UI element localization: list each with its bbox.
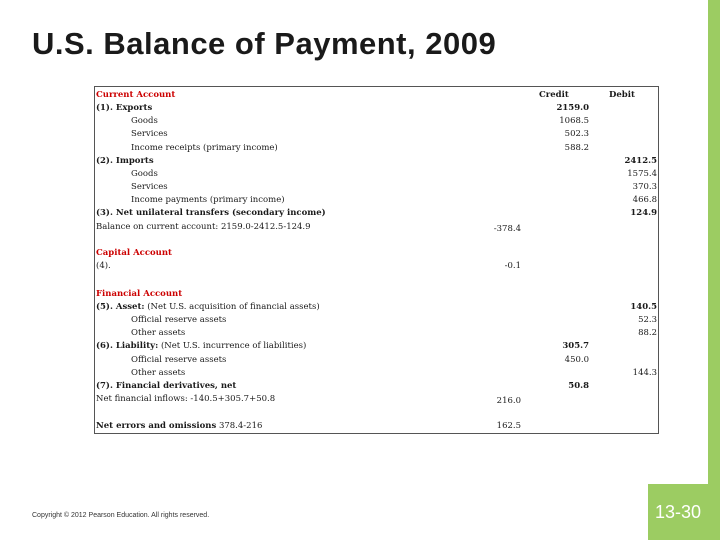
financial-account-header: Financial Account: [96, 289, 183, 299]
transfers-debit: 124.9: [630, 208, 657, 218]
current-account-balance-value: -378.4: [493, 224, 521, 234]
liability-official-reserve-credit: 450.0: [564, 355, 589, 365]
liability-label-description: (Net U.S. incurrence of liabilities): [160, 341, 307, 351]
capital-account-header: Capital Account: [96, 248, 172, 258]
asset-label-description: (Net U.S. acquisition of financial assets): [147, 302, 320, 312]
transfers-label: (3). Net unilateral transfers (secondary income): [96, 208, 326, 218]
liability-other-assets-label: Other assets: [131, 368, 186, 378]
official-reserve-assets-label: Official reserve assets: [131, 315, 227, 325]
goods-credit: 1068.5: [559, 116, 589, 126]
derivatives-credit: 50.8: [568, 381, 589, 391]
asset-debit: 140.5: [630, 302, 657, 312]
net-financial-inflows-label: Net financial inflows: -140.5+305.7+50.8: [96, 394, 276, 404]
liability-label-bold: (6). Liability:: [96, 341, 159, 351]
credit-column-header: Credit: [539, 90, 569, 100]
income-receipts-label: Income receipts (primary income): [131, 143, 278, 153]
accent-bar: [708, 0, 720, 540]
income-receipts-credit: 588.2: [564, 143, 589, 153]
official-reserve-assets-debit: 52.3: [638, 315, 657, 325]
goods-label: Goods: [131, 116, 158, 126]
imports-debit: 2412.5: [624, 156, 657, 166]
liability-credit: 305.7: [562, 341, 589, 351]
asset-label: [96, 302, 320, 313]
liability-official-reserve-label: Official reserve assets: [131, 355, 227, 365]
exports-credit: 2159.0: [556, 103, 589, 113]
liability-other-assets-debit: 144.3: [632, 368, 657, 378]
net-financial-inflows-value: 216.0: [496, 396, 521, 406]
services-credit: 502.3: [564, 129, 589, 139]
slide-title: U.S. Balance of Payment, 2009: [32, 26, 497, 61]
asset-label-bold: (5). Asset:: [96, 302, 145, 312]
capital-account-item-value: -0.1: [504, 261, 521, 271]
import-services-label: Services: [131, 182, 168, 192]
import-goods-label: Goods: [131, 169, 158, 179]
errors-omissions-label-bold: Net errors and omissions: [96, 421, 217, 431]
slide-number-box: [648, 484, 720, 540]
errors-omissions-label: [96, 421, 262, 432]
capital-account-item-label: (4).: [96, 261, 111, 271]
debit-column-header: Debit: [609, 90, 635, 100]
income-payments-debit: 466.8: [632, 195, 657, 205]
copyright-notice: Copyright © 2012 Pearson Education. All rights reserved.: [32, 512, 210, 519]
current-account-balance-label: Balance on current account: 2159.0-2412.5-124.9: [96, 222, 311, 232]
other-assets-label: Other assets: [131, 328, 186, 338]
errors-omissions-formula: 378.4-216: [218, 421, 263, 431]
import-services-debit: 370.3: [632, 182, 657, 192]
import-goods-debit: 1575.4: [627, 169, 657, 179]
errors-omissions-value: 162.5: [496, 421, 521, 431]
income-payments-label: Income payments (primary income): [131, 195, 285, 205]
other-assets-debit: 88.2: [638, 328, 657, 338]
balance-of-payments-table: [94, 86, 659, 434]
imports-label: (2). Imports: [96, 156, 154, 166]
slide-number: 13-30: [654, 502, 702, 522]
current-account-header: Current Account: [96, 90, 176, 100]
services-label: Services: [131, 129, 168, 139]
derivatives-label: (7). Financial derivatives, net: [96, 381, 237, 391]
liability-label: [96, 341, 306, 352]
exports-label: (1). Exports: [96, 103, 153, 113]
